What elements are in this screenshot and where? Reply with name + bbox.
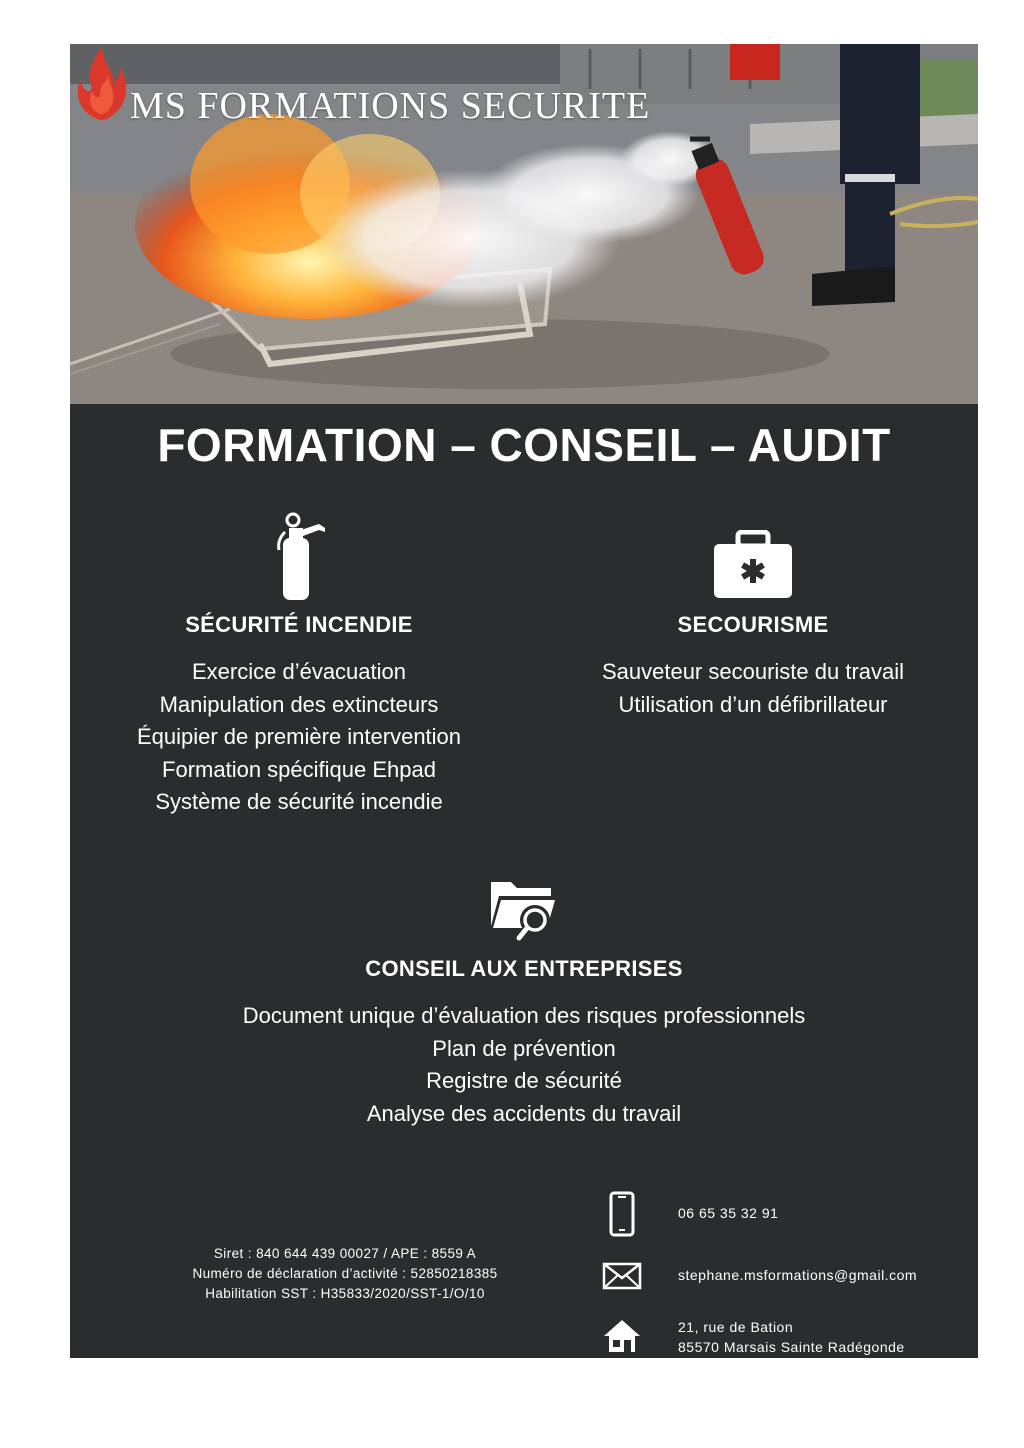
section-title: SECOURISME <box>677 612 829 637</box>
legal-info <box>70 1244 620 1304</box>
list-item: Équipier de première intervention <box>136 724 462 749</box>
contact-email[interactable]: stephane.msformations@gmail.com <box>678 1267 918 1283</box>
list-item: Analyse des accidents du travail <box>366 1100 682 1126</box>
list-item: Manipulation des extincteurs <box>159 691 439 717</box>
list-item: Formation spécifique Ehpad <box>162 756 436 782</box>
legal-declaration: Numéro de déclaration d’activité : 52850218385 <box>192 1266 498 1281</box>
folder-search-icon <box>489 874 559 944</box>
section-secourisme <box>528 500 978 721</box>
flame-logo-icon <box>70 44 130 122</box>
list-item: Document unique d’évaluation des risques professionnels <box>242 1003 806 1028</box>
brand-logo-text: MS FORMATIONS SECURITE <box>130 85 651 127</box>
list-item: Système de sécurité incendie <box>155 789 443 814</box>
page-title: FORMATION – CONSEIL – AUDIT <box>157 419 891 471</box>
mail-icon <box>602 1262 642 1290</box>
item-list <box>70 656 528 819</box>
first-aid-kit-icon <box>712 530 794 600</box>
phone-icon <box>609 1191 635 1237</box>
list-item: Utilisation d’un défibrillateur <box>618 691 888 717</box>
list-item: Registre de sécurité <box>426 1068 622 1093</box>
flyer <box>70 44 978 1358</box>
item-list <box>528 656 978 721</box>
list-item: Exercice d’évacuation <box>191 659 406 684</box>
section-title: SÉCURITÉ INCENDIE <box>185 612 413 637</box>
contact-address-line2: 85570 Marsais Sainte Radégonde <box>678 1339 905 1355</box>
section-conseil-entreprises <box>70 844 978 1130</box>
legal-habilitation: Habilitation SST : H35833/2020/SST-1/O/10 <box>205 1286 485 1301</box>
legal-siret: Siret : 840 644 439 00027 / APE : 8559 A <box>213 1246 477 1261</box>
fire-extinguisher-icon <box>271 510 327 600</box>
hero-photo <box>70 44 978 404</box>
section-title: CONSEIL AUX ENTREPRISES <box>365 956 683 981</box>
list-item: Sauveteur secouriste du travail <box>601 659 905 684</box>
home-icon <box>602 1318 642 1354</box>
contact-phone[interactable]: 06 65 35 32 91 <box>678 1205 779 1221</box>
section-securite-incendie <box>70 500 528 819</box>
item-list <box>70 1000 978 1130</box>
list-item: Plan de prévention <box>432 1035 616 1061</box>
contact-address-line1: 21, rue de Bation <box>678 1319 794 1335</box>
